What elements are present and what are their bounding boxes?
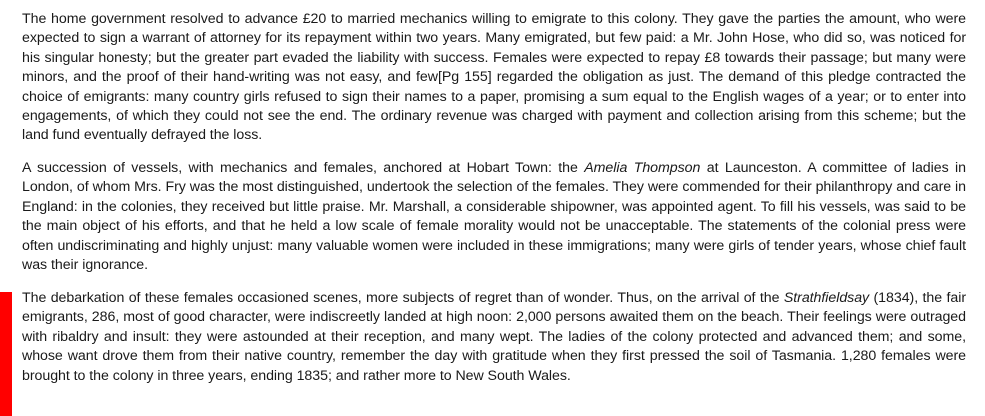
paragraph-vessels-committee <box>22 159 966 275</box>
paragraph-debarkation <box>22 289 966 386</box>
paragraph-text-after: at Launceston. A committee of ladies in London, of whom Mrs. Fry was the most distinguished, undertook the selection of the females. They were commended for their philanthropy and care in England: in the colonies, they received but little praise. Mr. Marshall, a considerable shipowner, was appointed agent. To fill his vessels, was said to be the main object of his efforts, and that he held a low scale of female morality would not be unacceptable. The statements of the colonial press were often undiscriminating and highly unjust: many valuable women were included in these immigrations; many were girls of tender years, whose chief fault was their ignorance. <box>22 160 966 274</box>
paragraph-text: The home government resolved to advance £20 to married mechanics willing to emigrate to this colony. They gave the parties the amount, who were expected to sign a warrant of attorney for its repayment within two years. Many emigrated, but few paid: a Mr. John Hose, who did so, was noticed for his singular honesty; but the greater part evaded the liability with success. Females were expected to repay £8 towards their passage; but many were minors, and the proof of their hand-writing was not easy, and few[Pg 155] regarded the obligation as just. The demand of this pledge contracted the choice of emigrants: many country girls refused to sign their names to a paper, promising a sum equal to the English wages of a year; or to enter into engagements, of which they could not see the end. The ordinary revenue was charged with payment and collection arising from this scheme; but the land fund eventually defrayed the loss. <box>22 11 966 144</box>
ship-name-strathfieldsay: Strathfieldsay <box>783 290 870 306</box>
ship-name-amelia-thompson: Amelia Thompson <box>584 160 701 176</box>
paragraph-text-before: A succession of vessels, with mechanics and females, anchored at Hobart Town: the <box>22 160 585 176</box>
paragraph-emigration-advance <box>22 10 966 146</box>
paragraph-text-before: The debarkation of these females occasioned scenes, more subjects of regret than of wonder. Thus, on the arrival of the <box>22 290 784 306</box>
paragraph-text-after: (1834), the fair emigrants, 286, most of good character, were indiscreetly landed at high noon: 2,000 persons awaited them on the beach. Their feelings were outraged with ribaldry and insult: they were astounded at their reception, and many wept. The ladies of the colony protected and advanced them; and some, whose want drove them from their native country, remember the day with gratitude when they first pressed the soil of Tasmania. 1,280 females were brought to the colony in three years, ending 1835; and rather more to New South Wales. <box>22 290 966 384</box>
highlight-marker-bar <box>0 292 12 416</box>
